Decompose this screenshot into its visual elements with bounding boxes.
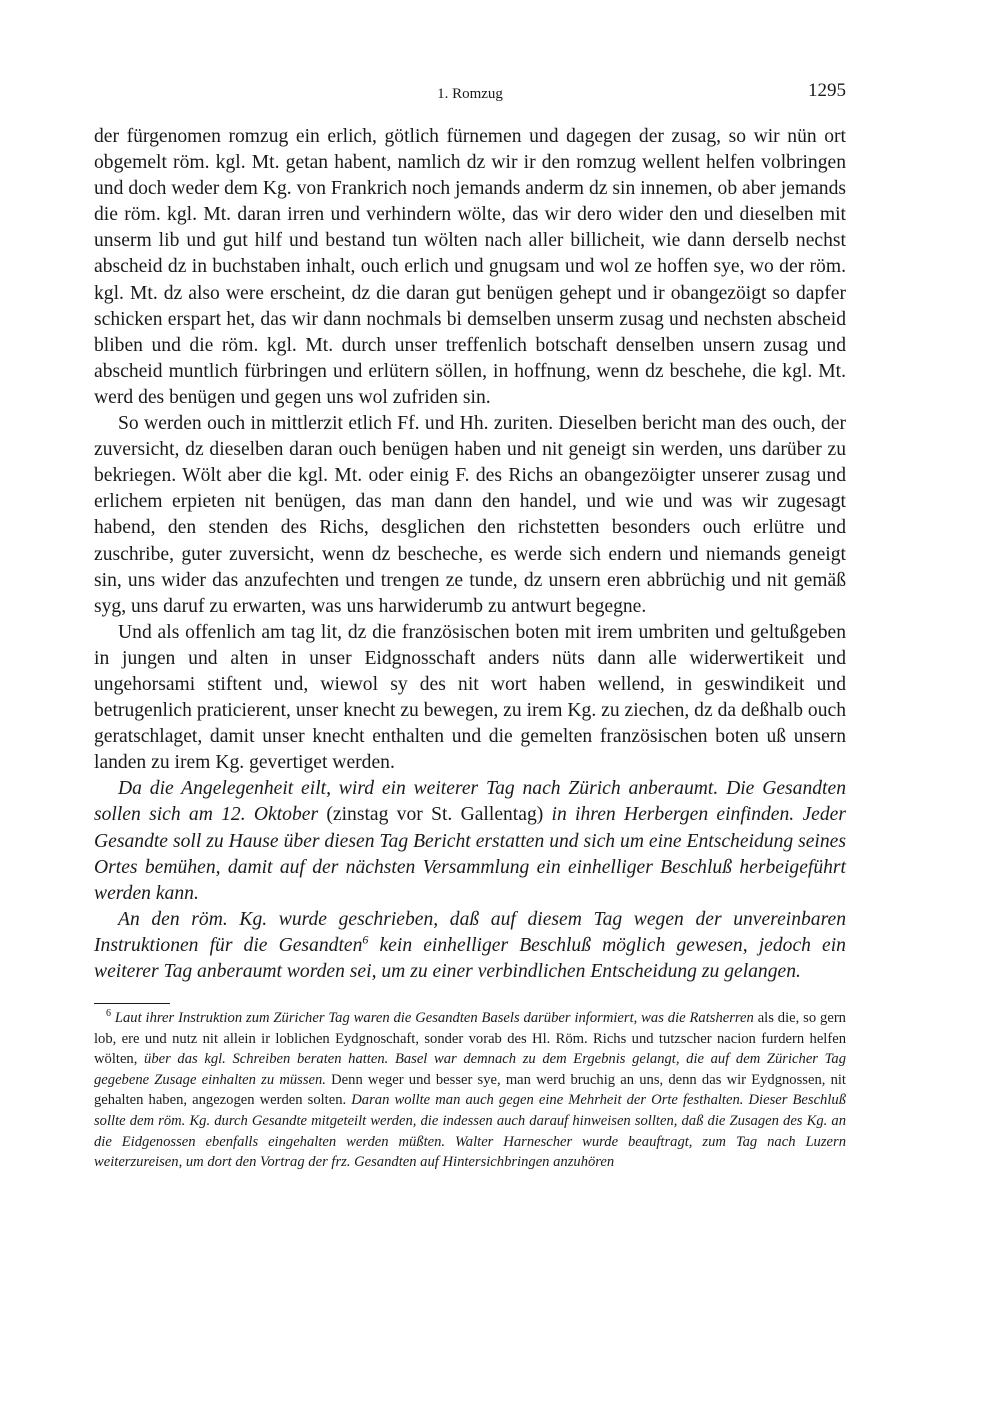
footnote-6-italic-b: über das kgl. Schreiben beraten hatten. Basel war demnach zu dem Ergebnis gelangt, die auf dem Züricher Tag gegebene Zusage einhalten zu müssen. — [94, 1051, 846, 1088]
paragraph-5-text-a: An den röm. Kg. wurde geschrieben, daß auf diesem Tag wegen der unvereinbaren Instruktionen für die Gesandten — [94, 908, 846, 956]
paragraph-4-italic-a: Da die Angelegenheit eilt, wird ein weiterer Tag nach Zürich anberaumt. Die Gesandten sollen sich am 12. Oktober — [94, 778, 846, 826]
paragraph-1: der fürgenomen romzug ein erlich, götlich fürnemen und dagegen der zusag, so wir nün ort obgemelt röm. kgl. Mt. getan habent, namlich dz wir ir den romzug wellent helfen volbringen und doch weder dem Kg. von Frankrich noch jemands anderm dz sin innemen, ob aber jemands die röm. kgl. Mt. daran irren und verhindern wölte, das wir dero wider den und dieselben mit unserm lib und gut hilf und bestand tun wölten nach aller billicheit, wie dann derselb nechst abscheid dz in buchstaben inhalt, ouch erlich und gnugsam und wol ze hoffen sye, wo der röm. kgl. Mt. dz also were erscheint, dz die daran gut benügen gehept und ir obangezöigt so dapfer schicken erspart het, das wir dann nochmals bi demselben unserm zusag und nechsten abscheid bliben und die röm. kgl. Mt. durch unser treffenlich botschaft denselben unsern zusag und abscheid muntlich fürbringen und erlütern söllen, in hoffnung, wenn dz beschehe, die kgl. Mt. werd des benügen und gegen uns wol zufriden sin. — [94, 126, 846, 408]
running-head — [94, 80, 846, 110]
paragraph-4-roman: (zinstag vor St. Gallentag) — [318, 804, 552, 826]
document-page — [94, 80, 846, 1173]
page-number: 1295 — [808, 80, 846, 101]
paragraph-2: So werden ouch in mittlerzit etlich Ff. und Hh. zuriten. Dieselben bericht man des ouch, der zuversicht, dz dieselben daran ouch benügen haben und nit geneigt sin werden, uns darüber zu bekriegen. Wölt aber die kgl. Mt. oder einig F. des Richs an obangezöigter unserer zusag und erlichem erpieten nit benügen, das man dann den handel, und wie und was wir zugesagt habend, den stenden des Richs, desglichen den richstetten besonders ouch erlütre und zuschribe, guter zuversicht, wenn dz bescheche, es werde sich endern und niemands geneigt sin, uns wider das anzufechten und trengen ze tunde, dz unsern eren abbrüchig und nit gemäß syg, uns daruf zu erwarten, was uns harwiderumb zu antwurt begegne. — [94, 413, 846, 617]
paragraph-4 — [94, 776, 846, 906]
running-title: 1. Romzug — [437, 86, 503, 102]
footnote-number: 6 — [106, 1008, 111, 1020]
footnotes — [94, 1008, 846, 1173]
footnote-reference-6[interactable]: 6 — [362, 932, 369, 947]
footnote-6-italic-c: Daran wollte man auch gegen eine Mehrheit der Orte festhalten. Dieser Beschluß sollte dem röm. Kg. durch Gesandte mitgeteilt werden, die indessen auch darauf hinweisen sollten, daß die Zusagen des Kg. an die Eidgenossen ebenfalls eingehalten werden müßten. Walter Harnescher wurde beauftragt, zum Tag nach Luzern weiterzureisen, um dort den Vortrag der frz. Gesandten auf Hintersichbringen anzuhören — [94, 1092, 846, 1171]
footnote-rule — [94, 1003, 170, 1004]
footnote-6-roman-a: als die, so gern lob, ere und nutz nit allein ir loblichen Eydgnoschaft, sonder vorab des Hl. Röm. Richs und tutzscher nacion furdern helfen wölten, — [94, 1010, 846, 1068]
main-text — [94, 124, 846, 985]
paragraph-3: Und als offenlich am tag lit, dz die französischen boten mit irem umbriten und geltußgeben in jungen und alten in unser Eidgnosschaft anders nüts dann alle widerwertikeit und ungehorsami stiftent und, wiewol sy des nit wort haben wellend, in geswindikeit und betrugenlich praticierent, unser knecht zu bewegen, zu irem Kg. zu ziechen, dz da deßhalb ouch geratschlaget, damit unser knecht enthalten und die gemelten französischen boten uß unsern landen zu irem Kg. gevertiget werden. — [94, 621, 846, 774]
footnote-6-roman-b: Denn weger und besser sye, man werd bruchig an uns, denn das wir Eydgnossen, nit gehalten haben, angezogen werden solten. — [94, 1071, 846, 1109]
paragraph-4-italic-b: in ihren Herbergen einfinden. Jeder Gesandte soll zu Hause über diesen Tag Bericht erstatten und sich um eine Entscheidung seines Ortes bemühen, damit auf der nächsten Versammlung ein einhelliger Beschluß herbeigeführt werden kann. — [94, 804, 846, 904]
footnote-6-italic-a: Laut ihrer Instruktion zum Züricher Tag waren die Gesandten Basels darüber informiert, was die Ratsherren — [111, 1010, 754, 1027]
footnote-6 — [94, 1008, 846, 1173]
paragraph-5 — [94, 907, 846, 985]
paragraph-5-text-b: kein einhelliger Beschluß möglich gewesen, jedoch ein weiterer Tag anberaumt worden sei, um zu einer verbindlichen Entscheidung zu gelangen. — [94, 934, 846, 982]
